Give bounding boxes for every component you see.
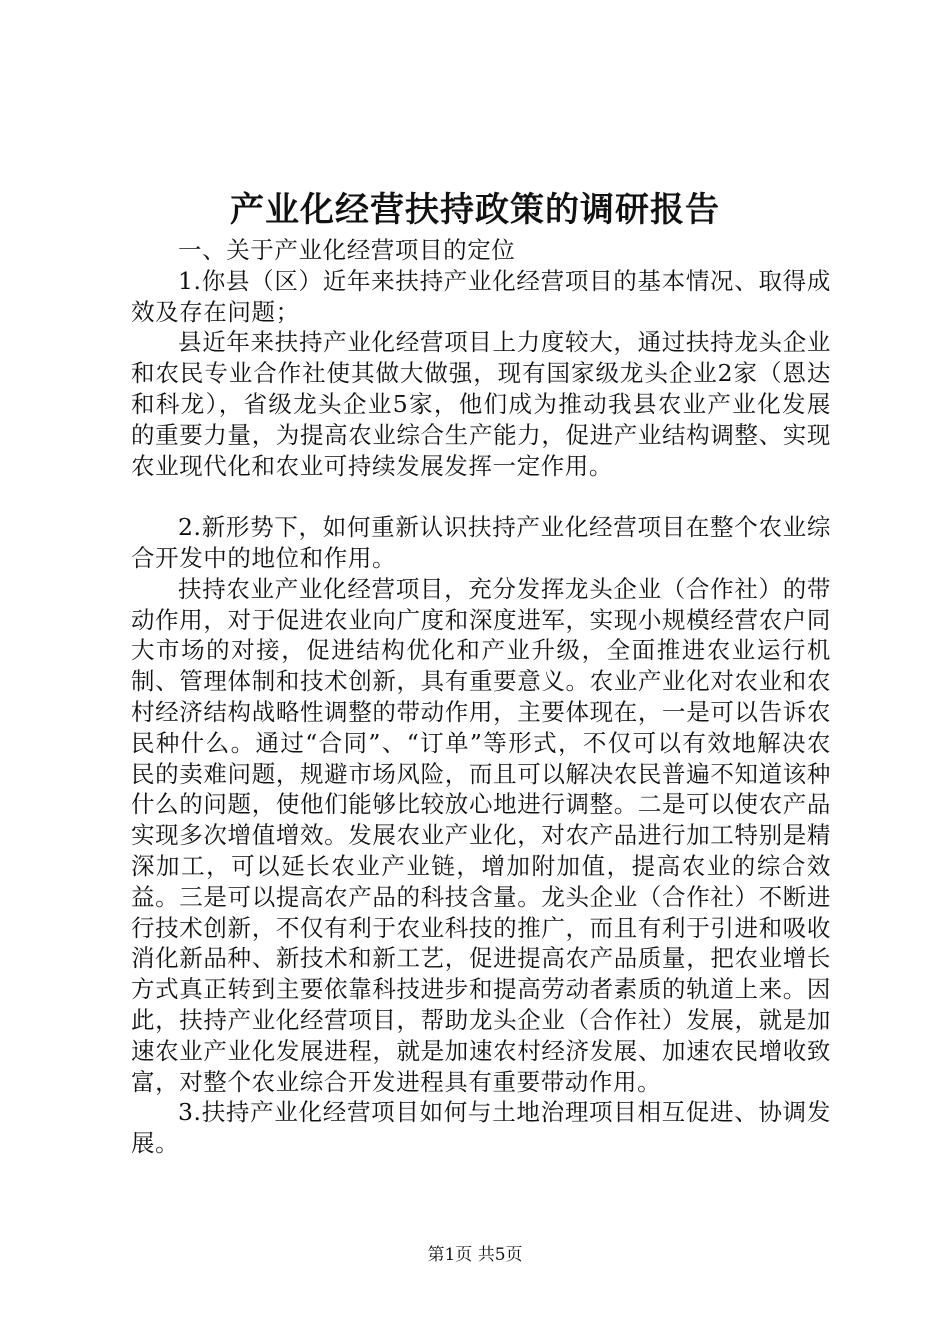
- paragraph-answer-1: 县近年来扶持产业化经营项目上力度较大，通过扶持龙头企业和农民专业合作社使其做大做强，现有国家级龙头企业2家（恩达和科龙），省级龙头企业5家，他们成为推动我县农业产业化发展的重要力量，为提高农业综合生产能力，促进产业结构调整、实现农业现代化和农业可持续发展发挥一定作用。: [131, 328, 831, 480]
- document-body: [131, 235, 831, 1159]
- paragraph-spacer: [131, 481, 831, 512]
- paragraph-question-2: 2.新形势下，如何重新认识扶持产业化经营项目在整个农业综合开发中的地位和作用。: [131, 513, 831, 572]
- section-heading: 一、关于产业化经营项目的定位: [178, 236, 516, 264]
- paragraph-answer-2: 扶持农业产业化经营项目，充分发挥龙头企业（合作社）的带动作用，对于促进农业向广度和深度进军，实现小规模经营农户同大市场的对接，促进结构优化和产业升级，全面推进农业运行机制、管理体制和技术创新，具有重要意义。农业产业化对农业和农村经济结构战略性调整的带动作用，主要体现在，一是可以告诉农民种什么。通过“合同”、“订单”等形式，不仅可以有效地解决农民的卖难问题，规避市场风险，而且可以解决农民普遍不知道该种什么的问题，使他们能够比较放心地进行调整。二是可以使农产品实现多次增值增效。发展农业产业化，对农产品进行加工特别是精深加工，可以延长农业产业链，增加附加值，提高农业的综合效益。三是可以提高农产品的科技含量。龙头企业（合作社）不断进行技术创新，不仅有利于农业科技的推广，而且有利于引进和吸收消化新品种、新技术和新工艺，促进提高农产品质量，把农业增长方式真正转到主要依靠科技进步和提高劳动者素质的轨道上来。因此，扶持产业化经营项目，帮助龙头企业（合作社）发展，就是加速农业产业化发展进程，就是加速农村经济发展、加速农民增收致富，对整个农业综合开发进程具有重要带动作用。: [131, 574, 831, 1096]
- document-title: 产业化经营扶持政策的调研报告: [230, 190, 720, 230]
- paragraph-question-1: 1.你县（区）近年来扶持产业化经营项目的基本情况、取得成效及存在问题；: [131, 266, 831, 326]
- paragraph-question-3: 3.扶持产业化经营项目如何与土地治理项目相互促进、协调发展。: [131, 1098, 831, 1158]
- page-footer: 第1页 共5页: [427, 1245, 523, 1265]
